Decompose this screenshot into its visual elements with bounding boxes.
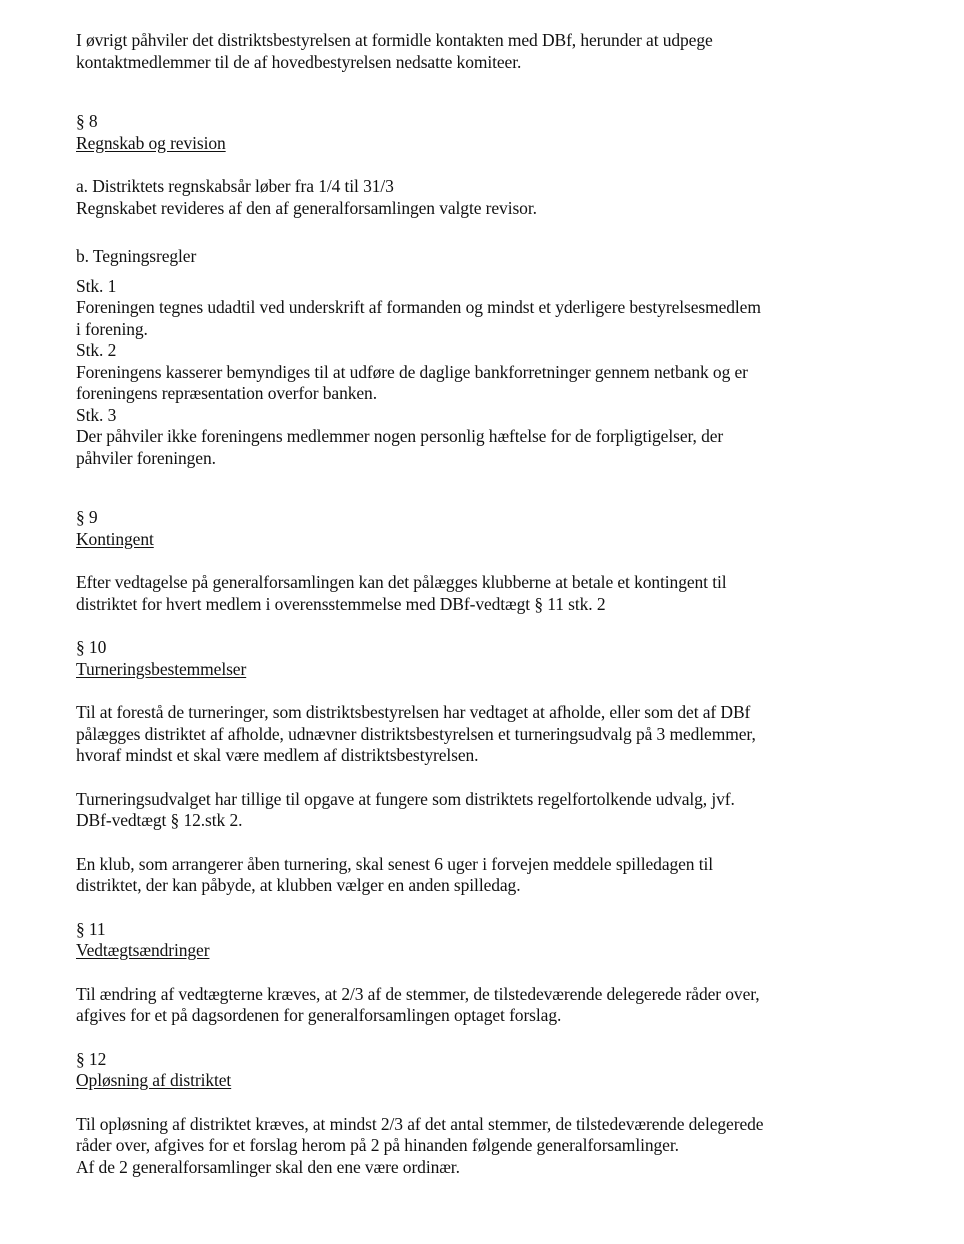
text-line: Efter vedtagelse på generalforsamlingen kan det pålægges klubberne at betale et kontingent til [76, 572, 727, 592]
text-line: Af de 2 generalforsamlinger skal den ene være ordinær. [76, 1156, 460, 1177]
text-line: Til ændring af vedtægterne kræves, at 2/3 af de stemmer, de tilstedeværende delegerede råder over, [76, 983, 760, 1004]
section-12 [76, 1049, 916, 1179]
text-line: a. Distriktets regnskabsår løber fra 1/4 til 31/3 [76, 176, 394, 196]
text-line: Foreningen tegnes udadtil ved underskrift af formanden og mindst et yderligere bestyrelsesmedlem [76, 297, 761, 317]
section-title: Regnskab og revision [76, 132, 226, 153]
text-line: Turneringsudvalget har tillige til opgave at fungere som distriktets regelfortolkende udvalg, jvf. [76, 788, 735, 809]
subsection-heading: b. Tegningsregler [76, 246, 197, 266]
section-title: Vedtægtsændringer [76, 940, 210, 960]
text-line: hvoraf mindst et skal være medlem af distriktsbestyrelsen. [76, 745, 479, 765]
text-line: distriktet for hvert medlem i overensstemmelse med DBf-vedtægt § 11 stk. 2 [76, 593, 606, 614]
section-10 [76, 637, 916, 897]
text-line: Til at forestå de turneringer, som distriktsbestyrelsen har vedtaget at afholde, eller som det af DBf [76, 702, 751, 722]
section-number: § 11 [76, 918, 106, 939]
section-title: Opløsning af distriktet [76, 1070, 232, 1090]
section-title: Kontingent [76, 528, 154, 549]
stk-label: Stk. 2 [76, 340, 117, 360]
text-line: pålægges distriktet af afholde, udnævner distriktsbestyrelsen et turneringsudvalg på 3 medlemmer, [76, 723, 756, 744]
text-line: Til opløsning af distriktet kræves, at mindst 2/3 af det antal stemmer, de tilstedeværende delegerede [76, 1113, 764, 1134]
section-number: § 10 [76, 637, 107, 657]
section-number: § 8 [76, 111, 98, 131]
text-line: kontaktmedlemmer til de af hovedbestyrelsen nedsatte komiteer. [76, 51, 522, 72]
section-8 [76, 111, 916, 469]
text-line: i forening. [76, 318, 148, 339]
text-line: En klub, som arrangerer åben turnering, skal senest 6 uger i forvejen meddele spilledagen til [76, 853, 714, 874]
text-line: Foreningens kasserer bemyndiges til at udføre de daglige bankforretninger gennem netbank og er [76, 361, 748, 382]
text-line: Regnskabet revideres af den af generalforsamlingen valgte revisor. [76, 197, 537, 218]
section-title: Turneringsbestemmelser [76, 658, 247, 679]
document-page [76, 30, 916, 1178]
stk-label: Stk. 1 [76, 275, 117, 296]
section-number: § 12 [76, 1048, 107, 1069]
intro-paragraph [76, 30, 916, 73]
text-line: Der påhviler ikke foreningens medlemmer nogen personlig hæftelse for de forpligtigelser, der [76, 426, 724, 446]
text-line: påhviler foreningen. [76, 447, 216, 468]
section-11 [76, 919, 916, 1027]
stk-label: Stk. 3 [76, 404, 117, 425]
text-line: afgives for et på dagsordenen for generalforsamlingen optaget forslag. [76, 1005, 562, 1025]
text-line: DBf-vedtægt § 12.stk 2. [76, 810, 243, 830]
text-line: I øvrigt påhviler det distriktsbestyrelsen at formidle kontakten med DBf, herunder at udpege [76, 30, 713, 50]
text-line: distriktet, der kan påbyde, at klubben vælger en anden spilledag. [76, 875, 521, 895]
text-line: råder over, afgives for et forslag herom på 2 på hinanden følgende generalforsamlinger. [76, 1135, 679, 1155]
section-9 [76, 507, 916, 615]
text-line: foreningens repræsentation overfor banken. [76, 383, 377, 403]
section-number: § 9 [76, 507, 98, 527]
